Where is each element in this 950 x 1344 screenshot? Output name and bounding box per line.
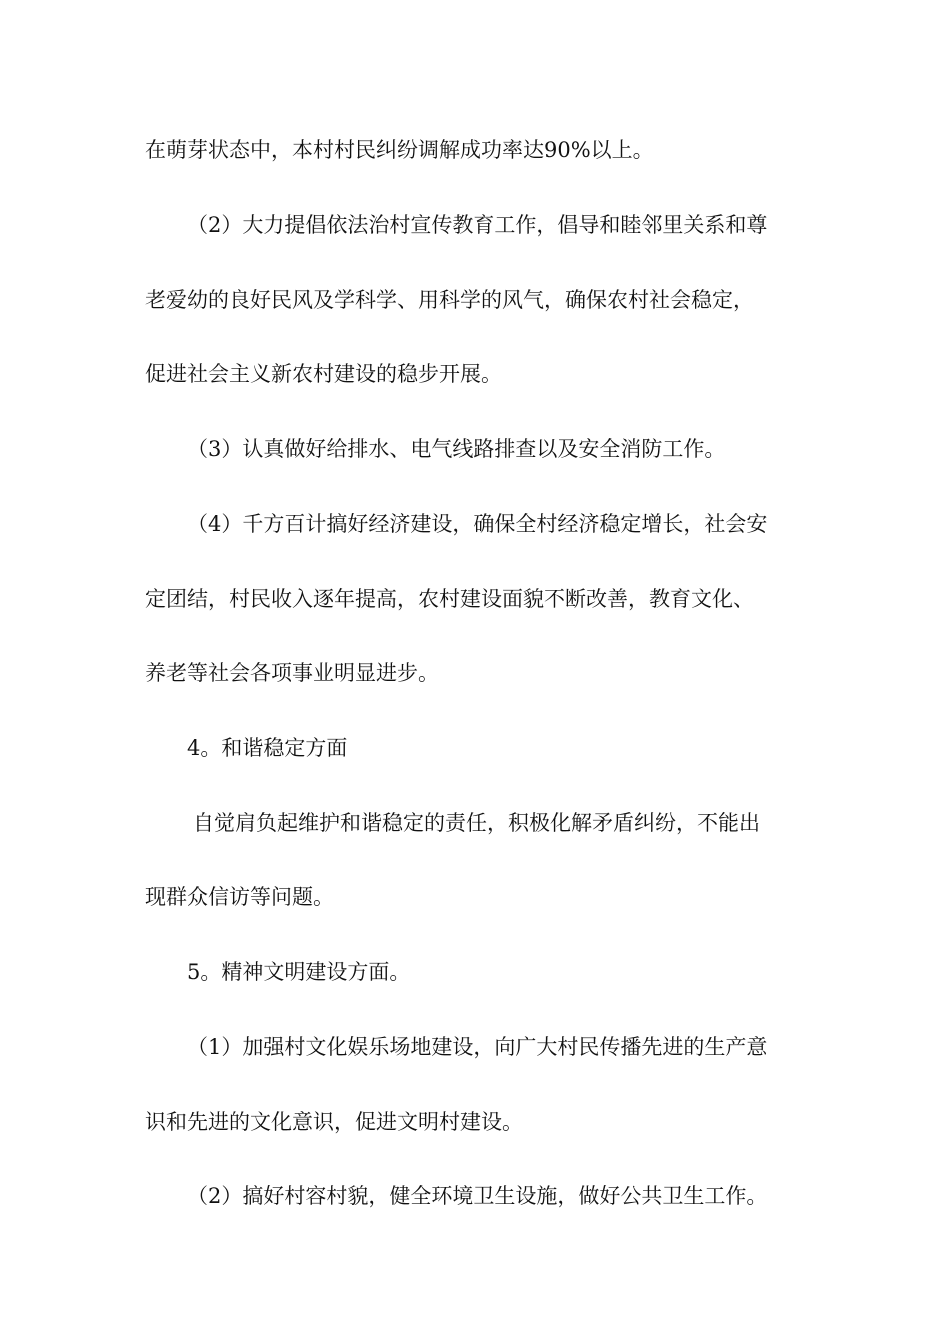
paragraph-line: 在萌芽状态中，本村村民纠纷调解成功率达90%以上。 [145,138,654,162]
paragraph-line: 养老等社会各项事业明显进步。 [145,661,439,685]
paragraph-line: 促进社会主义新农村建设的稳步开展。 [145,362,502,386]
paragraph-line: （2）搞好村容村貌，健全环境卫生设施，做好公共卫生工作。 [187,1184,768,1208]
paragraph-line: （4）千方百计搞好经济建设，确保全村经济稳定增长，社会安 [187,512,768,536]
paragraph-line: （1）加强村文化娱乐场地建设，向广大村民传播先进的生产意 [187,1035,768,1059]
paragraph-line: 自觉肩负起维护和谐稳定的责任，积极化解矛盾纠纷，不能出 [193,811,760,835]
section-heading: 4。和谐稳定方面 [187,736,348,760]
paragraph-line: 定团结，村民收入逐年提高，农村建设面貌不断改善，教育文化、 [145,587,754,611]
paragraph-line: 识和先进的文化意识，促进文明村建设。 [145,1110,523,1134]
paragraph-line: 老爱幼的良好民风及学科学、用科学的风气，确保农村社会稳定， [145,288,754,312]
section-heading: 5。精神文明建设方面。 [187,960,411,984]
paragraph-line: 现群众信访等问题。 [145,885,334,909]
paragraph-line: （2）大力提倡依法治村宣传教育工作，倡导和睦邻里关系和尊 [187,213,768,237]
paragraph-line: （3）认真做好给排水、电气线路排查以及安全消防工作。 [187,437,726,461]
